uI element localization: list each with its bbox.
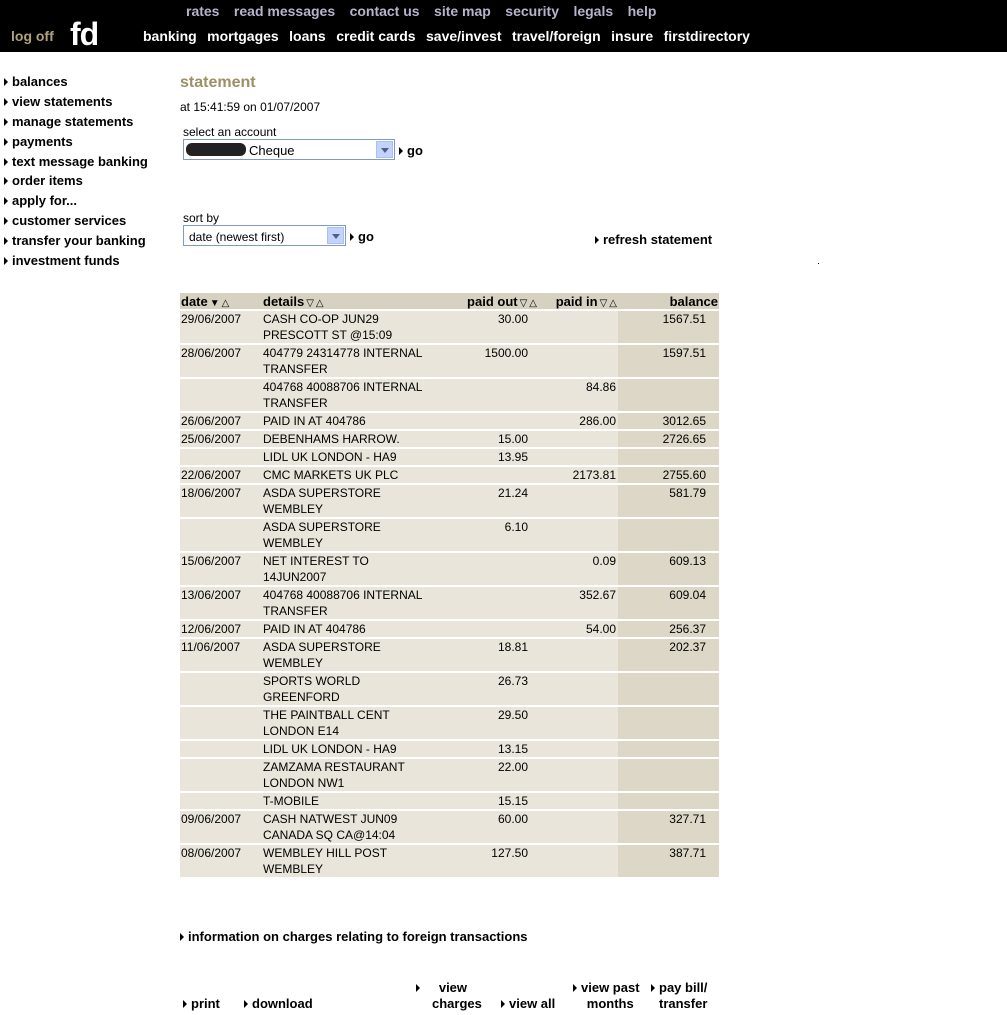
column-header-balance: balance (618, 293, 719, 310)
cell-details (262, 586, 450, 620)
main-nav (143, 28, 756, 46)
cell-paid-out (450, 466, 538, 484)
sidebar-item-view-statements[interactable]: view statements (4, 94, 174, 114)
arrow-right-icon (399, 147, 403, 155)
details-line: ZAMZAMA RESTAURANT (263, 760, 405, 774)
details-line: LONDON NW1 (263, 776, 345, 790)
cell-paid-out (450, 620, 538, 638)
foreign-charges-info-link[interactable]: information on charges relating to foreign transactions (180, 929, 528, 944)
chevron-down-icon[interactable] (327, 227, 344, 244)
cell-date: 18/06/2007 (180, 484, 262, 518)
cell-details (262, 844, 450, 877)
side-menu (4, 74, 174, 273)
arrow-right-icon (4, 237, 8, 245)
cell-balance: 581.79 (618, 484, 719, 518)
cell-paid-in: 0.09 (538, 552, 618, 586)
sort-select[interactable] (183, 225, 346, 246)
details-line: LONDON E14 (263, 724, 340, 738)
details-line: CANADA SQ CA@14:04 (263, 828, 396, 842)
sidebar-item-apply-for[interactable]: apply for... (4, 193, 174, 213)
arrow-right-icon (350, 233, 354, 241)
arrow-right-icon (4, 217, 8, 225)
cell-paid-in (538, 484, 618, 518)
sort-asc-icon[interactable]: △ (221, 297, 230, 309)
cell-details (262, 518, 450, 552)
cell-balance: 327.71 (618, 810, 719, 844)
details-line: SPORTS WORLD (263, 674, 361, 688)
cell-details (262, 484, 450, 518)
table-row (180, 430, 719, 448)
utility-nav (186, 3, 666, 19)
cell-paid-in: 352.67 (538, 586, 618, 620)
details-line: PRESCOTT ST @15:09 (263, 328, 393, 342)
sort-asc-icon[interactable]: △ (529, 297, 537, 309)
nav-travel-foreign[interactable]: travel/foreign (511, 28, 601, 44)
table-row (180, 620, 719, 638)
stray-dot (818, 263, 819, 264)
nav-legals[interactable]: legals (573, 3, 614, 19)
view-past-months-button[interactable]: view past months (573, 980, 640, 1012)
cell-paid-in (538, 758, 618, 792)
cell-balance: 1567.51 (618, 310, 719, 344)
sidebar-item-manage-statements[interactable]: manage statements (4, 114, 174, 134)
cell-details (262, 378, 450, 412)
details-line: CMC MARKETS UK PLC (263, 468, 399, 482)
cell-date: 15/06/2007 (180, 552, 262, 586)
cell-paid-out: 60.00 (450, 810, 538, 844)
nav-site-map[interactable]: site map (434, 3, 491, 19)
arrow-right-icon (4, 138, 8, 146)
top-bar (0, 0, 1007, 52)
table-row (180, 706, 719, 740)
table-row (180, 740, 719, 758)
details-line: DEBENHAMS HARROW. (263, 432, 400, 446)
cell-paid-in (538, 844, 618, 877)
fd-logo[interactable]: fd (70, 16, 99, 52)
arrow-right-icon (4, 78, 8, 86)
cell-paid-out: 26.73 (450, 672, 538, 706)
cell-date: 26/06/2007 (180, 412, 262, 430)
details-line: LIDL UK LONDON - HA9 (263, 450, 397, 464)
nav-banking[interactable]: banking (143, 28, 197, 44)
cell-paid-out (450, 586, 538, 620)
details-line: 404779 24314778 INTERNAL (263, 346, 423, 360)
details-line: TRANSFER (263, 396, 328, 410)
log-off-link[interactable]: log off (11, 28, 54, 44)
details-line: GREENFORD (263, 690, 340, 704)
sort-select-value: date (newest first) (189, 230, 285, 244)
cell-date: 29/06/2007 (180, 310, 262, 344)
sort-asc-icon[interactable]: △ (609, 297, 617, 309)
sort-desc-icon[interactable]: ▽ (519, 297, 528, 309)
cell-details (262, 466, 450, 484)
nav-read-messages[interactable]: read messages (233, 3, 336, 19)
cell-paid-out: 15.15 (450, 792, 538, 810)
arrow-right-icon (651, 984, 655, 992)
statement-table (180, 293, 719, 877)
cell-paid-in (538, 638, 618, 672)
sidebar-item-order-items[interactable]: order items (4, 173, 174, 193)
cell-balance (618, 706, 719, 740)
table-row (180, 466, 719, 484)
arrow-right-icon (416, 984, 420, 992)
nav-insure[interactable]: insure (611, 28, 654, 44)
refresh-statement-link[interactable]: refresh statement (595, 232, 712, 247)
cell-paid-in (538, 310, 618, 344)
cell-date: 25/06/2007 (180, 430, 262, 448)
cell-balance: 3012.65 (618, 412, 719, 430)
arrow-right-icon (4, 197, 8, 205)
cell-paid-in (538, 706, 618, 740)
details-line: WEMBLEY (263, 862, 324, 876)
cell-balance: 387.71 (618, 844, 719, 877)
arrow-right-icon (244, 1000, 248, 1008)
download-button[interactable]: download (244, 996, 313, 1012)
sort-by-label: sort by (183, 211, 220, 225)
cell-date (180, 792, 262, 810)
cell-balance: 1597.51 (618, 344, 719, 378)
view-all-button[interactable]: view all (501, 996, 555, 1012)
statement-timestamp: at 15:41:59 on 01/07/2007 (180, 100, 321, 114)
sort-desc-active-icon[interactable]: ▼ (209, 297, 220, 309)
nav-loans[interactable]: loans (289, 28, 326, 44)
cell-balance: 2755.60 (618, 466, 719, 484)
table-row (180, 518, 719, 552)
cell-paid-out (450, 552, 538, 586)
nav-mortgages[interactable]: mortgages (207, 28, 279, 44)
details-line: WEMBLEY (263, 536, 324, 550)
view-charges-button[interactable]: view charges (416, 980, 482, 1012)
cell-paid-in: 54.00 (538, 620, 618, 638)
cell-balance (618, 672, 719, 706)
arrow-right-icon (595, 236, 599, 244)
arrow-right-icon (4, 158, 8, 166)
cell-paid-in (538, 792, 618, 810)
cell-paid-in: 84.86 (538, 378, 618, 412)
account-select[interactable] (183, 139, 395, 160)
cell-paid-out: 30.00 (450, 310, 538, 344)
column-header-date[interactable]: date ▼ △ (180, 293, 262, 310)
sidebar-item-transfer-your-banking[interactable]: transfer your banking (4, 233, 174, 253)
table-row (180, 552, 719, 586)
cell-balance: 256.37 (618, 620, 719, 638)
cell-paid-in (538, 672, 618, 706)
nav-help[interactable]: help (627, 3, 657, 19)
cell-balance: 2726.65 (618, 430, 719, 448)
cell-paid-out: 21.24 (450, 484, 538, 518)
cell-paid-out (450, 378, 538, 412)
cell-balance (618, 378, 719, 412)
cell-paid-out: 22.00 (450, 758, 538, 792)
account-select-value: Cheque (249, 143, 295, 158)
cell-paid-in (538, 810, 618, 844)
cell-details (262, 810, 450, 844)
cell-balance: 609.04 (618, 586, 719, 620)
table-row (180, 638, 719, 672)
cell-date (180, 706, 262, 740)
table-row (180, 448, 719, 466)
arrow-right-icon (183, 1000, 187, 1008)
cell-paid-out: 15.00 (450, 430, 538, 448)
table-header-row (180, 293, 719, 310)
cell-date: 08/06/2007 (180, 844, 262, 877)
sidebar-item-balances[interactable]: balances (4, 74, 174, 94)
cell-date: 28/06/2007 (180, 344, 262, 378)
cell-date: 22/06/2007 (180, 466, 262, 484)
details-line: CASH CO-OP JUN29 (263, 312, 379, 326)
cell-balance (618, 518, 719, 552)
nav-firstdirectory[interactable]: firstdirectory (663, 28, 750, 44)
table-row (180, 586, 719, 620)
details-line: 404768 40088706 INTERNAL (263, 588, 423, 602)
arrow-right-icon (573, 984, 577, 992)
account-go-button[interactable]: go (399, 143, 423, 158)
cell-date (180, 518, 262, 552)
cell-date (180, 672, 262, 706)
cell-paid-out (450, 412, 538, 430)
arrow-right-icon (4, 257, 8, 265)
sidebar-item-text-message-banking[interactable]: text message banking (4, 154, 174, 174)
table-row (180, 310, 719, 344)
cell-details (262, 552, 450, 586)
table-row (180, 344, 719, 378)
nav-security[interactable]: security (505, 3, 559, 19)
cell-paid-in: 286.00 (538, 412, 618, 430)
arrow-right-icon (4, 98, 8, 106)
cell-details (262, 344, 450, 378)
arrow-right-icon (4, 177, 8, 185)
details-line: ASDA SUPERSTORE (263, 520, 381, 534)
table-row (180, 484, 719, 518)
cell-paid-in (538, 344, 618, 378)
arrow-right-icon (501, 1000, 505, 1008)
details-line: WEMBLEY HILL POST (263, 846, 388, 860)
table-row (180, 758, 719, 792)
nav-rates[interactable]: rates (186, 3, 220, 19)
cell-balance (618, 792, 719, 810)
cell-balance (618, 448, 719, 466)
cell-date (180, 740, 262, 758)
details-line: PAID IN AT 404786 (263, 622, 366, 636)
cell-paid-out: 18.81 (450, 638, 538, 672)
cell-paid-out: 13.95 (450, 448, 538, 466)
cell-paid-in (538, 448, 618, 466)
cell-details (262, 620, 450, 638)
sort-go-button[interactable]: go (350, 229, 374, 244)
cell-paid-in (538, 430, 618, 448)
nav-save-invest[interactable]: save/invest (426, 28, 502, 44)
details-line: WEMBLEY (263, 502, 324, 516)
sidebar-item-payments[interactable]: payments (4, 134, 174, 154)
cell-date (180, 448, 262, 466)
cell-details (262, 758, 450, 792)
chevron-down-icon[interactable] (376, 141, 393, 158)
sort-desc-icon[interactable]: ▽ (306, 297, 314, 309)
cell-date: 12/06/2007 (180, 620, 262, 638)
account-select-label: select an account (183, 125, 277, 139)
cell-paid-out: 29.50 (450, 706, 538, 740)
pay-bill-transfer-button[interactable]: pay bill/ transfer (651, 980, 707, 1012)
cell-paid-out: 1500.00 (450, 344, 538, 378)
cell-balance (618, 740, 719, 758)
cell-details (262, 412, 450, 430)
cell-paid-in (538, 518, 618, 552)
column-header-paid-in[interactable]: paid in ▽ △ (538, 293, 618, 310)
cell-details (262, 638, 450, 672)
nav-contact-us[interactable]: contact us (349, 3, 420, 19)
cell-date: 09/06/2007 (180, 810, 262, 844)
cell-details (262, 672, 450, 706)
cell-paid-in (538, 740, 618, 758)
table-row (180, 412, 719, 430)
details-line: WEMBLEY (263, 656, 324, 670)
details-line: T-MOBILE (263, 794, 320, 808)
cell-balance: 202.37 (618, 638, 719, 672)
sidebar-item-investment-funds[interactable]: investment funds (4, 253, 174, 273)
cell-details (262, 706, 450, 740)
details-line: 404768 40088706 INTERNAL (263, 380, 423, 394)
details-line: 14JUN2007 (263, 570, 327, 584)
table-row (180, 672, 719, 706)
cell-paid-in: 2173.81 (538, 466, 618, 484)
cell-details (262, 310, 450, 344)
print-button[interactable]: print (183, 996, 220, 1012)
details-line: NET INTEREST TO (263, 554, 369, 568)
details-line: ASDA SUPERSTORE (263, 640, 381, 654)
cell-details (262, 792, 450, 810)
details-line: CASH NATWEST JUN09 (263, 812, 398, 826)
statement-rows (180, 310, 719, 877)
column-header-details[interactable]: details ▽ △ (262, 293, 450, 310)
page-title: statement (180, 74, 256, 91)
cell-date (180, 378, 262, 412)
table-row (180, 844, 719, 877)
cell-balance (618, 758, 719, 792)
cell-date: 11/06/2007 (180, 638, 262, 672)
details-line: TRANSFER (263, 362, 328, 376)
cell-paid-out: 6.10 (450, 518, 538, 552)
sort-asc-icon[interactable]: △ (315, 297, 324, 309)
cell-details (262, 448, 450, 466)
table-row (180, 792, 719, 810)
cell-balance: 609.13 (618, 552, 719, 586)
cell-details (262, 740, 450, 758)
cell-paid-out: 127.50 (450, 844, 538, 877)
details-line: ASDA SUPERSTORE (263, 486, 381, 500)
cell-date (180, 758, 262, 792)
arrow-right-icon (180, 933, 184, 941)
details-line: THE PAINTBALL CENT (263, 708, 390, 722)
cell-paid-out: 13.15 (450, 740, 538, 758)
redacted-account-number (186, 143, 246, 156)
sidebar-item-customer-services[interactable]: customer services (4, 213, 174, 233)
details-line: PAID IN AT 404786 (263, 414, 366, 428)
column-header-paid-out[interactable]: paid out ▽ △ (450, 293, 538, 310)
sort-desc-icon[interactable]: ▽ (599, 297, 608, 309)
details-line: LIDL UK LONDON - HA9 (263, 742, 397, 756)
table-row (180, 810, 719, 844)
cell-date: 13/06/2007 (180, 586, 262, 620)
nav-credit-cards[interactable]: credit cards (336, 28, 416, 44)
cell-details (262, 430, 450, 448)
table-row (180, 378, 719, 412)
details-line: TRANSFER (263, 604, 328, 618)
arrow-right-icon (4, 118, 8, 126)
